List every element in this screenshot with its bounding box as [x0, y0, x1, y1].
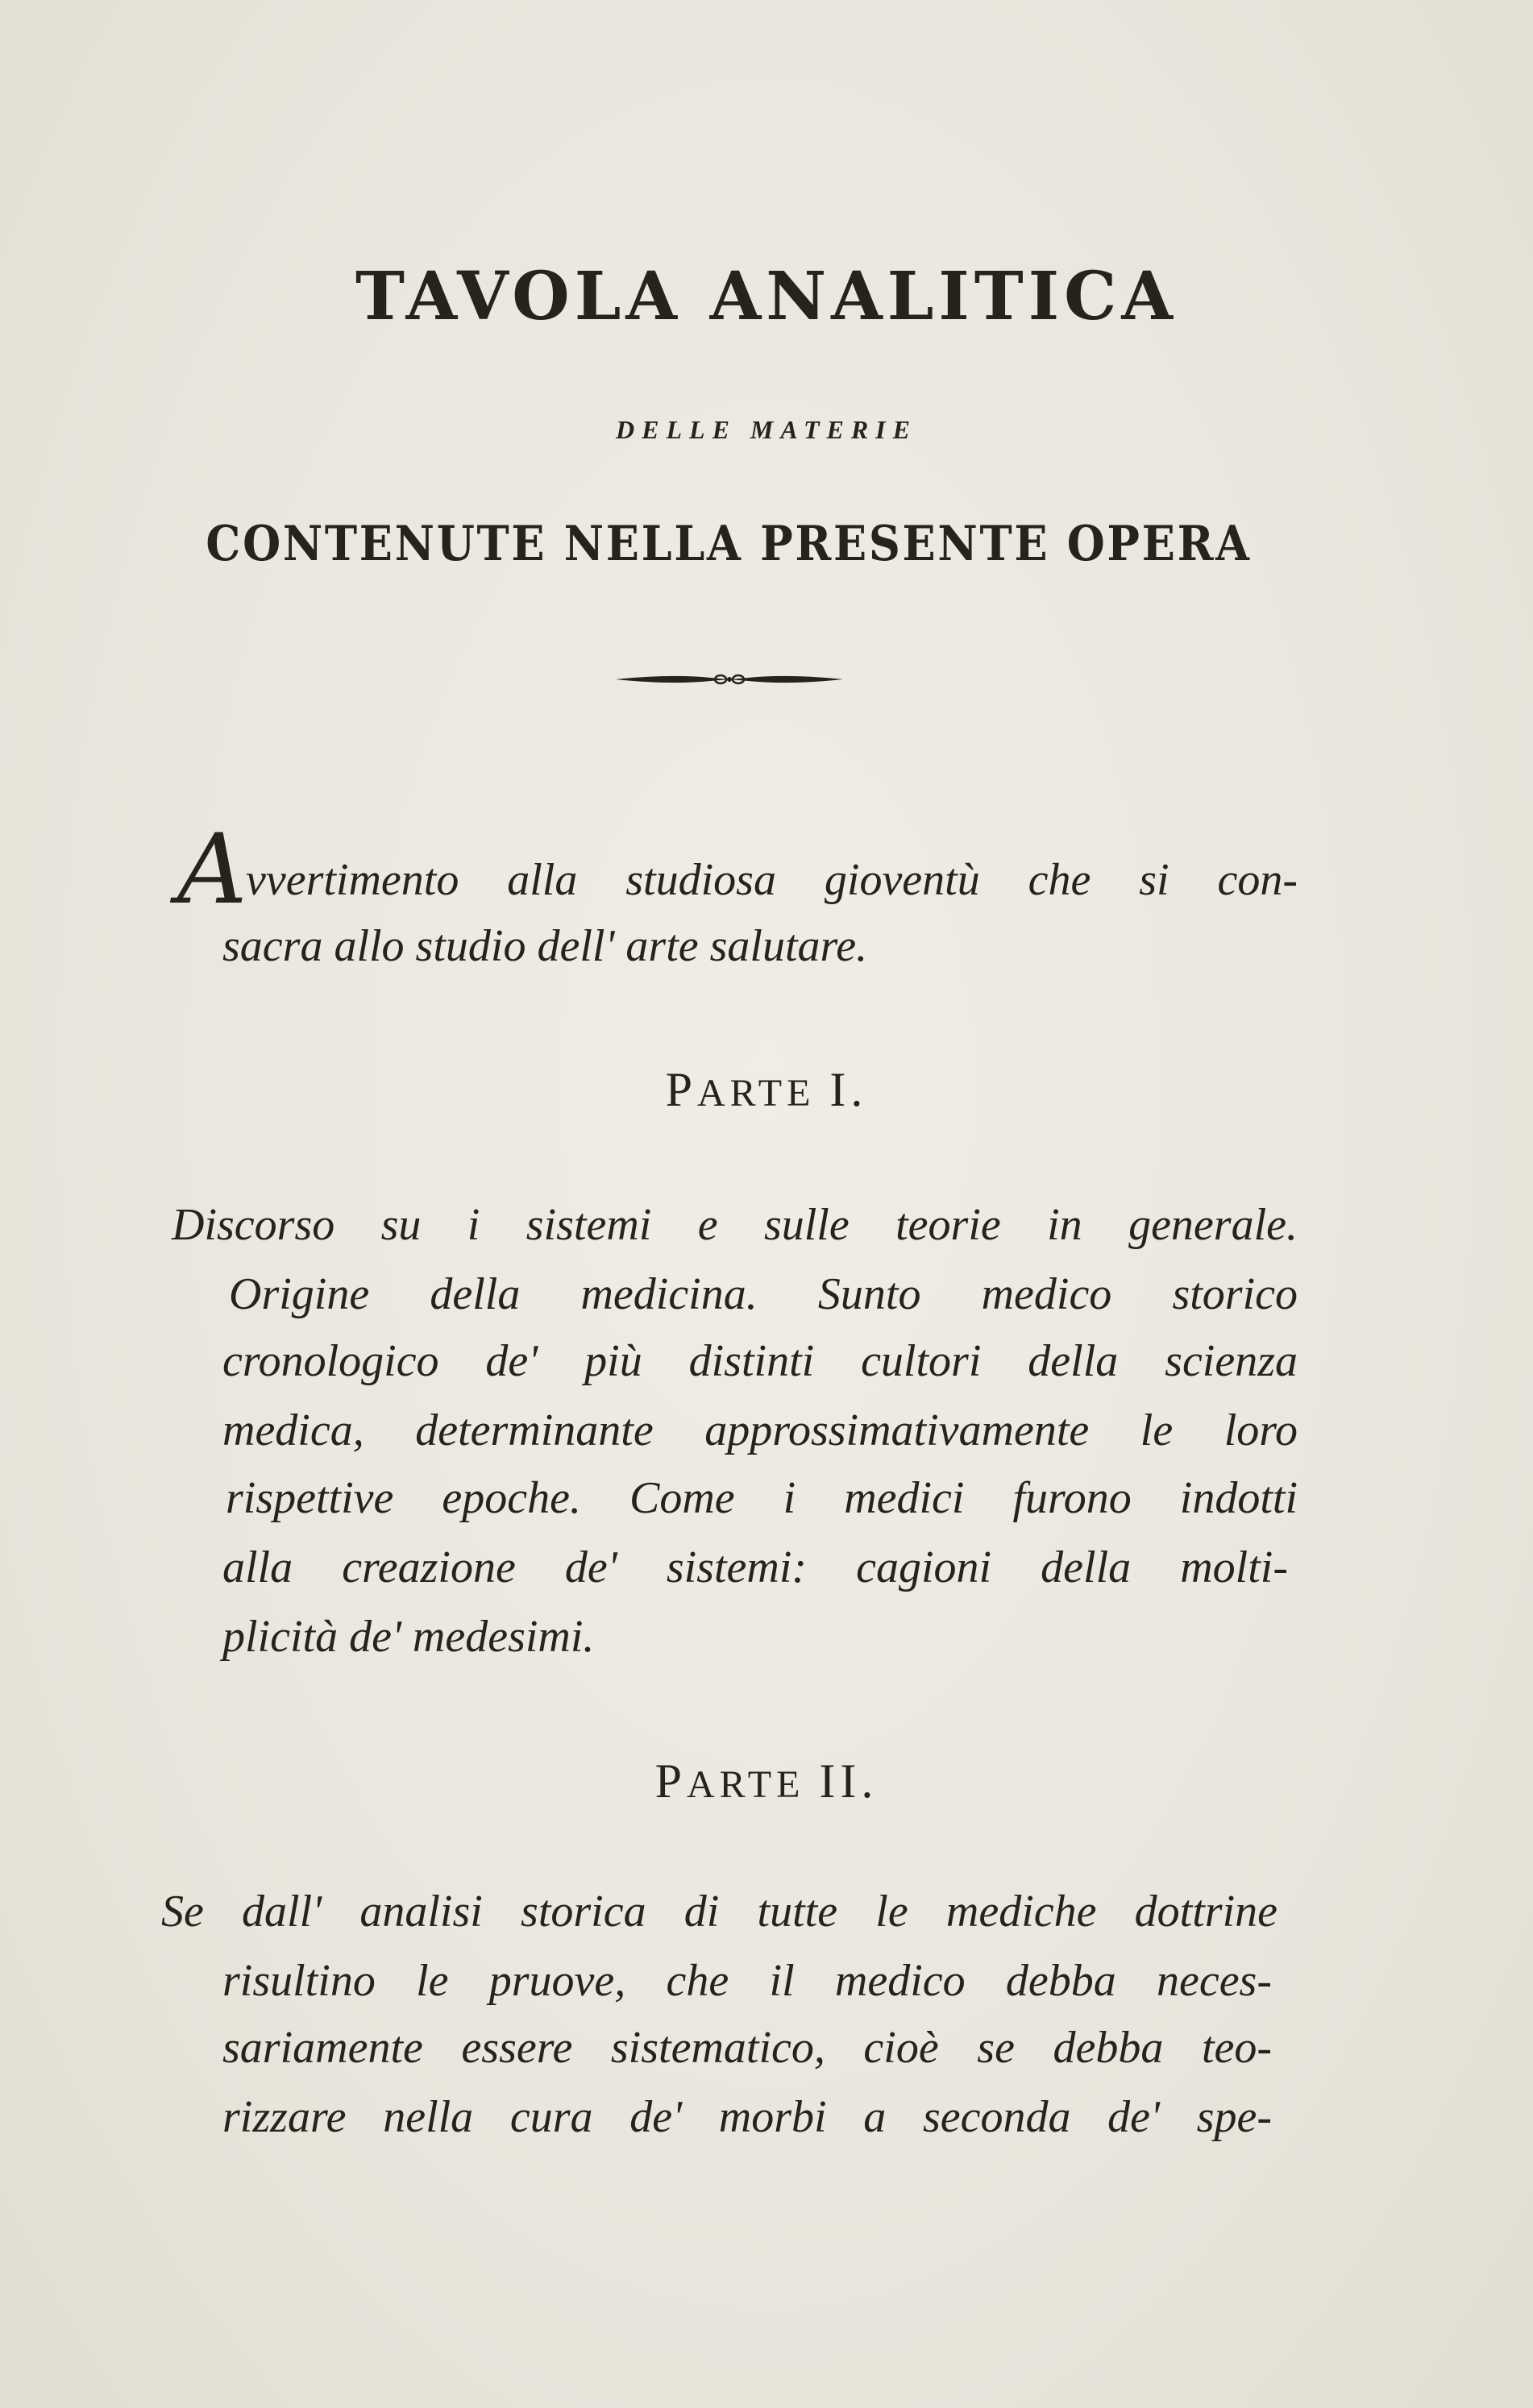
- part-heading-initial: P: [654, 1754, 687, 1808]
- text-line: Origine della medicina. Sunto medico storico: [229, 1269, 1298, 1319]
- intro-line: sacra allo studio dell' arte salutare.: [222, 921, 868, 971]
- decorative-rule-icon: [614, 666, 845, 693]
- part-heading-numeral: II.: [819, 1754, 879, 1808]
- part-heading: [0, 1062, 1533, 1118]
- text-line: cronologico de' più distinti cultori della scienza: [222, 1336, 1298, 1386]
- text-line: risultino le pruove, che il medico debba neces-: [222, 1956, 1272, 2006]
- part-heading-numeral: I.: [829, 1063, 868, 1116]
- drop-cap: A: [177, 814, 247, 926]
- part-heading-word: ARTE: [686, 1763, 805, 1806]
- text-line: Se dall' analisi storica di tutte le mediche dottrine: [161, 1887, 1278, 1937]
- subtitle-2: CONTENUTE NELLA PRESENTE OPERA: [206, 516, 1252, 572]
- text-line: rizzare nella cura de' morbi a seconda de' spe-: [222, 2092, 1272, 2142]
- subtitle: DELLE MATERIE: [616, 415, 917, 444]
- part-heading-word: ARTE: [696, 1072, 816, 1115]
- part-heading-initial: P: [665, 1063, 697, 1116]
- part-heading: [0, 1754, 1533, 1809]
- text-line: plicità de' medesimi.: [222, 1612, 595, 1662]
- text-line: rispettive epoche. Come i medici furono indotti: [226, 1473, 1298, 1523]
- text-line: sariamente essere sistematico, cioè se debba teo-: [222, 2023, 1272, 2073]
- text-line: Discorso su i sistemi e sulle teorie in generale.: [172, 1200, 1298, 1250]
- intro-line: vvertimento alla studiosa gioventù che si con-: [246, 855, 1298, 905]
- text-line: medica, determinante approssimativamente le loro: [222, 1405, 1298, 1455]
- text-line: alla creazione de' sistemi: cagioni della molti-: [222, 1542, 1288, 1592]
- page-title: TAVOLA ANALITICA: [355, 258, 1178, 335]
